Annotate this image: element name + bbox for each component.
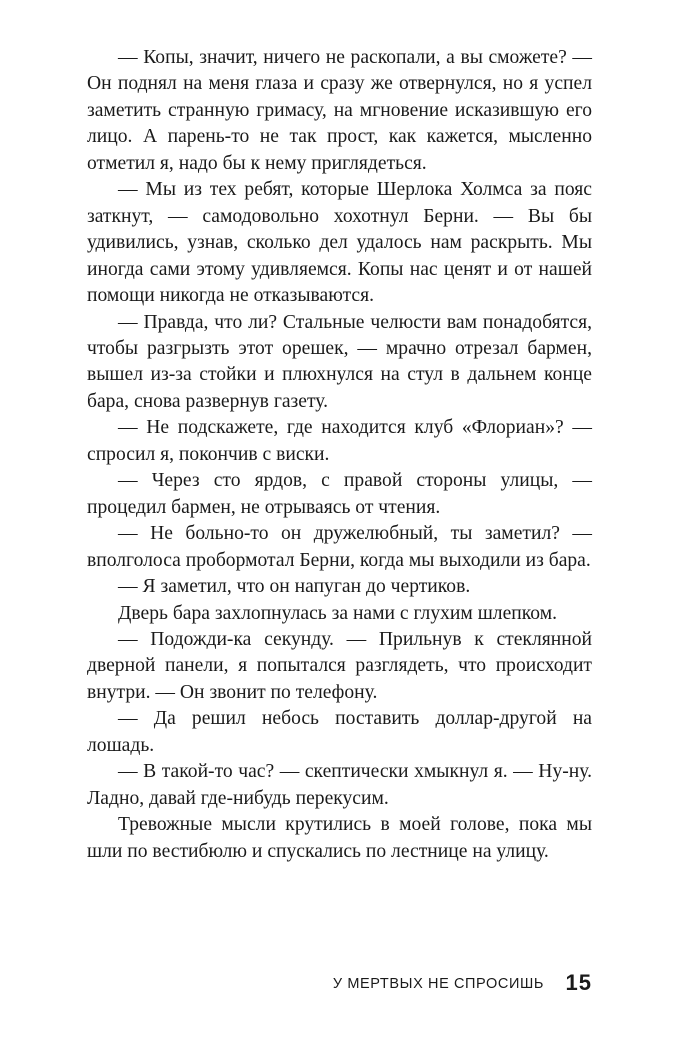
body-text (87, 45, 592, 865)
running-title: У МЕРТВЫХ НЕ СПРОСИШЬ (332, 976, 544, 992)
paragraph: — Подожди-ка секунду. — Прильнув к стеклянной дверной панели, я попытался разглядеть, что происходит внутри. — Он звонит по телефону. (87, 628, 592, 703)
page-number: 15 (565, 970, 592, 995)
paragraph: — Мы из тех ребят, которые Шерлока Холмса за пояс заткнут, — самодовольно хохотнул Берни. — Вы бы удивились, узнав, сколько дел удалось нам раскрыть. Мы иногда сами этому удивляемся. Копы нас ценят и от нашей помощи никогда не отказываются. (87, 179, 592, 307)
paragraph: — Правда, что ли? Стальные челюсти вам понадобятся, чтобы разгрызть этот орешек, — мрачно отрезал бармен, вышел из-за стойки и плюхнулся на стул в дальнем конце бара, снова развернув газету. (87, 311, 592, 412)
paragraph: — В такой-то час? — скептически хмыкнул я. — Ну-ну. Ладно, давай где-нибудь перекусим. (87, 761, 592, 809)
paragraph: — Не больно-то он дружелюбный, ты заметил? — вполголоса пробормотал Берни, когда мы выходили из бара. (87, 523, 592, 571)
paragraph: — Через сто ярдов, с правой стороны улицы, — процедил бармен, не отрываясь от чтения. (87, 470, 592, 518)
paragraph: — Я заметил, что он напуган до чертиков. (118, 576, 471, 598)
page-footer (87, 970, 592, 1000)
paragraph: Тревожные мысли крутились в моей голове, пока мы шли по вестибюлю и спускались по лестнице на улицу. (87, 814, 592, 862)
paragraph: — Да решил небось поставить доллар-другой на лошадь. (87, 708, 592, 756)
paragraph: — Копы, значит, ничего не раскопали, а вы сможете? — Он поднял на меня глаза и сразу же отвернулся, но я успел заметить странную гримасу, на мгновение исказившую его лицо. А парень-то не так прост, как кажется, мысленно отметил я, надо бы к нему приглядеться. (87, 47, 592, 174)
paragraph: — Не подскажете, где находится клуб «Флориан»? — спросил я, покончив с виски. (87, 417, 592, 465)
paragraph: Дверь бара захлопнулась за нами с глухим шлепком. (118, 602, 557, 624)
